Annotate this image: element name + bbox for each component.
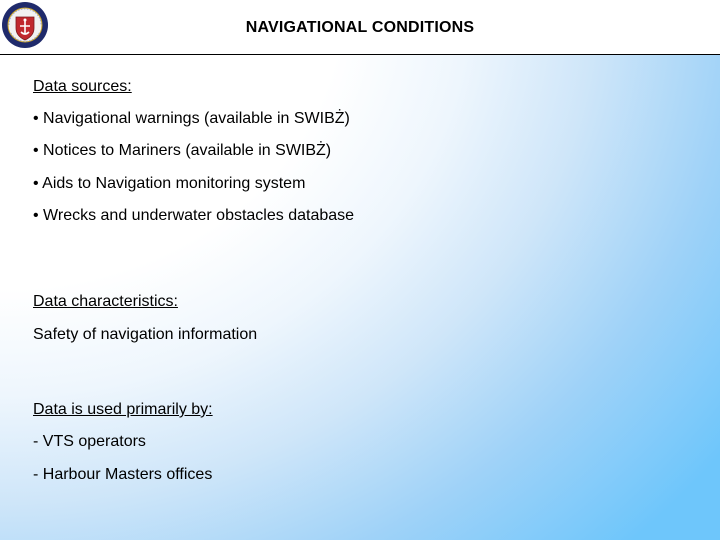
list-item: • Aids to Navigation monitoring system — [33, 175, 306, 192]
list-item: • Navigational warnings (available in SWIBŻ) — [33, 110, 350, 127]
data-sources-heading: Data sources: — [33, 78, 132, 95]
data-characteristics-heading: Data characteristics: — [33, 293, 178, 310]
header-bar — [0, 0, 720, 55]
data-characteristics-text: Safety of navigation information — [33, 326, 258, 343]
data-used-by-heading: Data is used primarily by: — [33, 401, 213, 418]
list-item: • Notices to Mariners (available in SWIBŻ) — [33, 142, 332, 159]
list-item: • Wrecks and underwater obstacles database — [33, 207, 355, 224]
list-item: - Harbour Masters offices — [33, 466, 213, 483]
list-item: - VTS operators — [33, 433, 146, 450]
page-title: NAVIGATIONAL CONDITIONS — [245, 19, 475, 36]
